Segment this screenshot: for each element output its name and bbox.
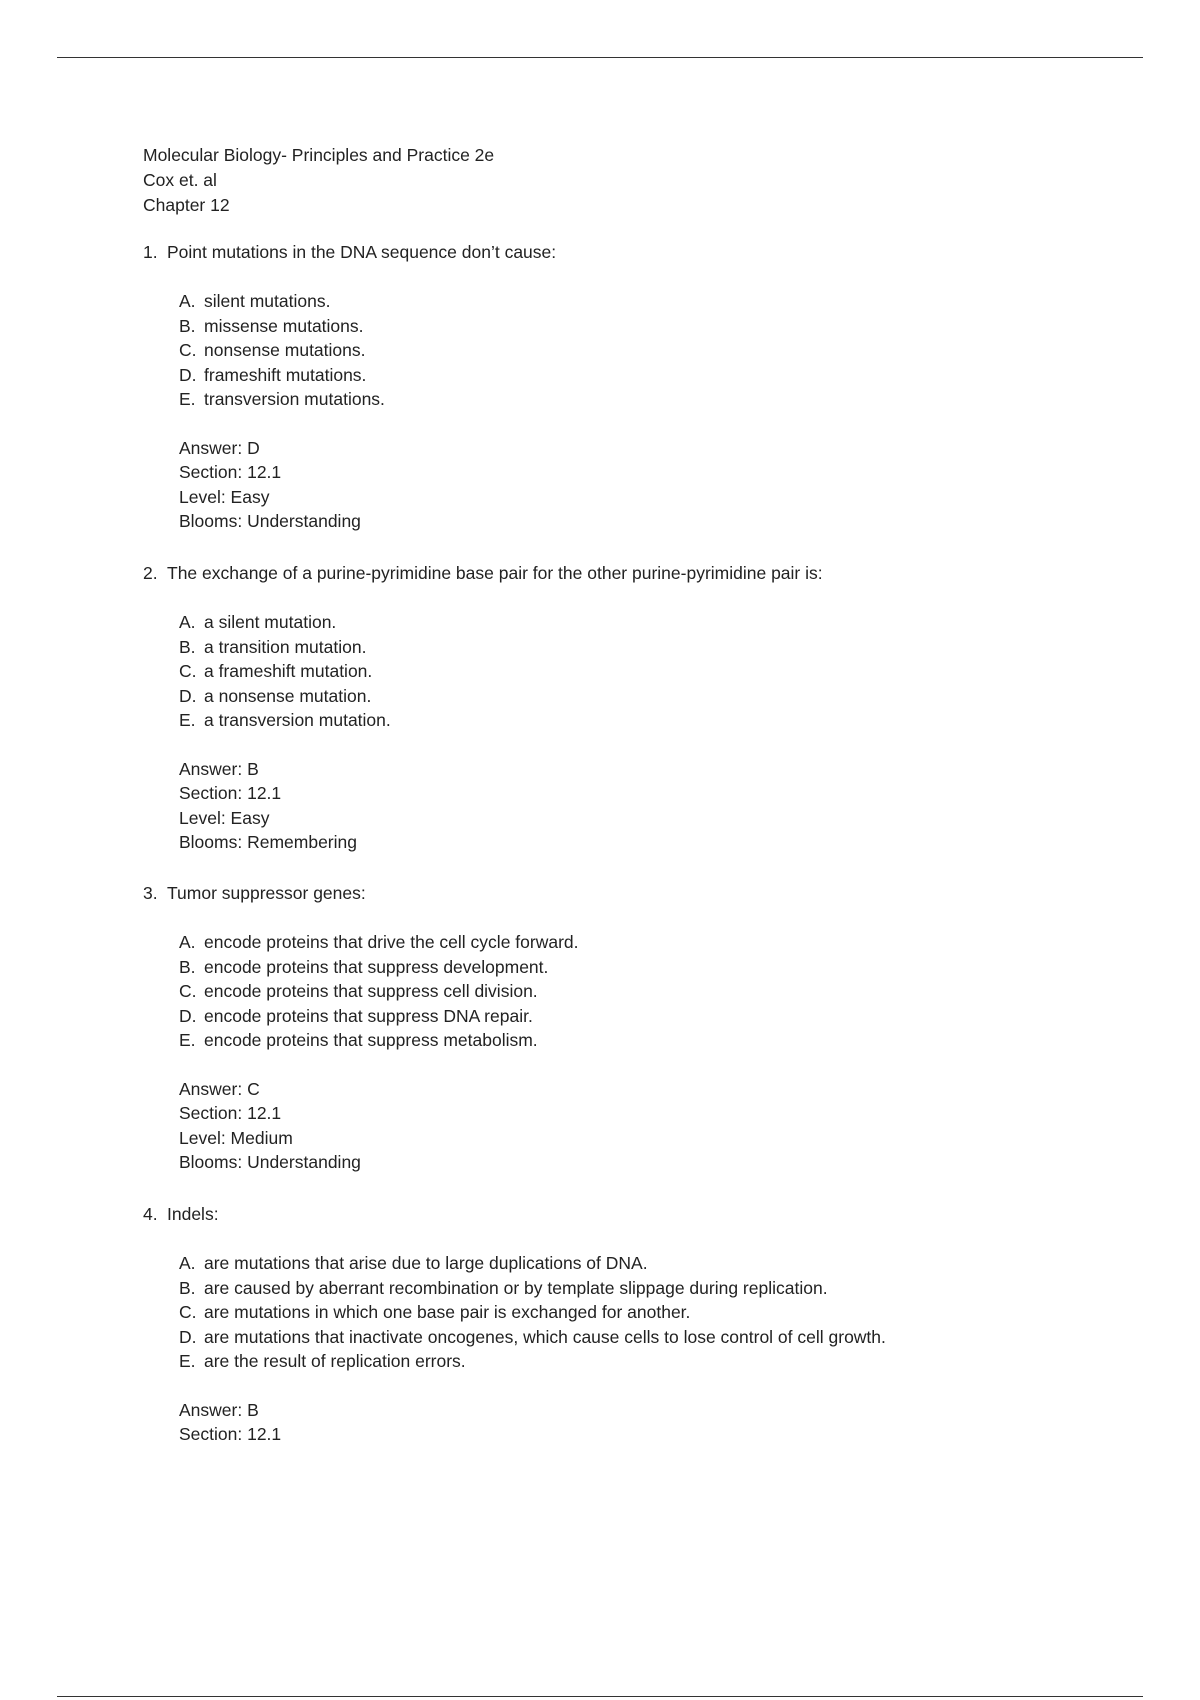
question-text: Tumor suppressor genes: [167, 883, 366, 903]
question-number: 3. [143, 883, 158, 903]
option-d [179, 684, 1143, 709]
option-letter: B. [179, 636, 196, 657]
chapter-label: Chapter 12 [143, 195, 230, 215]
option-e [179, 1349, 1143, 1374]
option-letter: E. [179, 389, 196, 409]
question-4 [143, 1202, 1143, 1447]
question-meta [179, 757, 1143, 855]
option-letter: E. [179, 710, 196, 730]
question-text: Point mutations in the DNA sequence don’t cause: [167, 242, 557, 262]
answer-label: Answer: C [179, 1078, 260, 1099]
option-text: are mutations that inactivate oncogenes, which cause cells to lose control of cell growth. [204, 1326, 886, 1347]
book-authors: Cox et. al [143, 170, 217, 190]
option-text: are mutations in which one base pair is exchanged for another. [204, 1302, 691, 1322]
option-letter: C. [179, 1302, 197, 1322]
question-stem [143, 561, 1143, 585]
option-letter: B. [179, 956, 196, 977]
option-letter: D. [179, 364, 197, 385]
option-letter: B. [179, 315, 196, 336]
option-letter: A. [179, 291, 196, 311]
question-number: 2. [143, 563, 158, 583]
option-b [179, 955, 1143, 980]
top-rule [57, 57, 1143, 58]
option-c [179, 338, 1143, 363]
option-b [179, 635, 1143, 660]
question-stem [143, 240, 1143, 264]
question-text: Indels: [167, 1204, 219, 1224]
option-letter: D. [179, 1326, 197, 1347]
option-text: a transition mutation. [204, 636, 367, 657]
question-meta [179, 436, 1143, 534]
option-c [179, 659, 1143, 684]
question-2 [143, 561, 1143, 855]
question-text: The exchange of a purine-pyrimidine base pair for the other purine-pyrimidine pair is: [167, 563, 823, 583]
option-letter: C. [179, 981, 197, 1001]
option-letter: E. [179, 1351, 196, 1371]
option-text: frameshift mutations. [204, 364, 367, 385]
option-text: are mutations that arise due to large duplications of DNA. [204, 1253, 648, 1273]
option-e [179, 387, 1143, 412]
question-number: 1. [143, 242, 158, 262]
option-text: are the result of replication errors. [204, 1351, 466, 1371]
blooms-label: Blooms: Understanding [179, 1152, 361, 1172]
level-label: Level: Easy [179, 486, 270, 507]
option-text: nonsense mutations. [204, 340, 366, 360]
option-text: encode proteins that suppress cell division. [204, 981, 538, 1001]
option-text: a frameshift mutation. [204, 661, 373, 681]
section-label: Section: 12.1 [179, 783, 282, 803]
bottom-rule [57, 1696, 1143, 1697]
option-letter: D. [179, 685, 197, 706]
level-label: Level: Easy [179, 807, 270, 828]
level-label: Level: Medium [179, 1127, 293, 1148]
section-label: Section: 12.1 [179, 1103, 282, 1123]
option-c [179, 1300, 1143, 1325]
option-b [179, 314, 1143, 339]
question-number: 4. [143, 1204, 158, 1224]
option-text: encode proteins that suppress development. [204, 956, 549, 977]
blooms-label: Blooms: Remembering [179, 832, 357, 852]
question-meta [179, 1398, 1143, 1447]
answer-label: Answer: D [179, 437, 260, 458]
section-label: Section: 12.1 [179, 462, 282, 482]
question-stem [143, 881, 1143, 905]
answer-options [179, 610, 1143, 733]
option-d [179, 1325, 1143, 1350]
option-d [179, 363, 1143, 388]
book-title: Molecular Biology- Principles and Practice 2e [143, 145, 495, 165]
option-d [179, 1004, 1143, 1029]
option-e [179, 1028, 1143, 1053]
option-letter: A. [179, 1253, 196, 1273]
option-letter: D. [179, 1005, 197, 1026]
option-a [179, 610, 1143, 635]
answer-options [179, 930, 1143, 1053]
blooms-label: Blooms: Understanding [179, 511, 361, 531]
option-text: encode proteins that suppress metabolism. [204, 1030, 538, 1050]
option-text: are caused by aberrant recombination or by template slippage during replication. [204, 1277, 828, 1298]
option-b [179, 1276, 1143, 1301]
question-stem [143, 1202, 1143, 1226]
option-text: missense mutations. [204, 315, 364, 336]
question-3 [143, 881, 1143, 1175]
question-1 [143, 240, 1143, 534]
option-text: silent mutations. [204, 291, 331, 311]
option-text: encode proteins that drive the cell cycle forward. [204, 932, 579, 952]
option-letter: C. [179, 340, 197, 360]
document-header [143, 143, 494, 218]
option-letter: B. [179, 1277, 196, 1298]
option-text: a nonsense mutation. [204, 685, 372, 706]
option-letter: A. [179, 932, 196, 952]
question-meta [179, 1077, 1143, 1175]
answer-label: Answer: B [179, 758, 259, 779]
option-a [179, 930, 1143, 955]
option-letter: C. [179, 661, 197, 681]
option-text: encode proteins that suppress DNA repair. [204, 1005, 533, 1026]
option-letter: A. [179, 612, 196, 632]
option-e [179, 708, 1143, 733]
option-text: a silent mutation. [204, 612, 337, 632]
section-label: Section: 12.1 [179, 1424, 282, 1444]
option-text: transversion mutations. [204, 389, 385, 409]
answer-options [179, 1251, 1143, 1374]
answer-options [179, 289, 1143, 412]
option-c [179, 979, 1143, 1004]
option-a [179, 289, 1143, 314]
option-a [179, 1251, 1143, 1276]
answer-label: Answer: B [179, 1399, 259, 1420]
option-text: a transversion mutation. [204, 710, 391, 730]
option-letter: E. [179, 1030, 196, 1050]
